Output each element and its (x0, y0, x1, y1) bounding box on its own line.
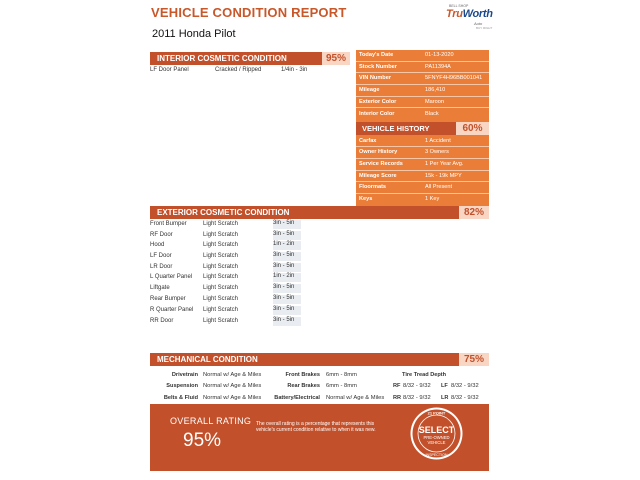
exterior-size: 3in - 5in (273, 252, 301, 261)
info-label: Interior Color (359, 110, 395, 117)
seal-badge-icon (409, 406, 464, 461)
interior-percent: 95% (322, 52, 350, 65)
vehicle-history-header: VEHICLE HISTORY (356, 122, 456, 135)
seal-bottom-text: INSPECTION (425, 453, 448, 457)
exterior-issue: Light Scratch (203, 307, 239, 313)
history-row-carfax (356, 136, 489, 148)
exterior-part: RF Door (150, 232, 173, 238)
history-label: Owner History (359, 149, 398, 156)
seal-sub2-text: VEHICLE (427, 440, 446, 445)
exterior-size: 1in - 2in (273, 241, 301, 250)
history-value: 3 Owners (425, 149, 449, 156)
exterior-issue: Light Scratch (203, 253, 239, 259)
info-row-vin (356, 73, 489, 85)
seal-sub1-text: PRE-OWNED (423, 435, 450, 440)
belts-fluid-value: Normal w/ Age & Miles (203, 395, 262, 401)
info-row-stock (356, 62, 489, 74)
vehicle-history-percent: 60% (456, 122, 489, 135)
exterior-part: RR Door (150, 318, 174, 324)
drivetrain-label: Drivetrain (171, 372, 198, 378)
exterior-part: Hood (150, 242, 165, 248)
mechanical-percent: 75% (459, 353, 489, 366)
exterior-issue: Light Scratch (203, 264, 239, 270)
history-label: Carfax (359, 137, 377, 144)
exterior-issue: Light Scratch (203, 242, 239, 248)
exterior-part: LR Door (150, 264, 173, 270)
exterior-issue: Light Scratch (203, 232, 239, 238)
info-value: PA11394A (425, 63, 451, 70)
rf-label: RF (393, 383, 401, 389)
logo-sub: Auto (474, 21, 483, 26)
logo-brand-a: Tru (446, 8, 463, 20)
lf-value: 8/32 - 9/32 (451, 383, 479, 389)
interior-row-issue: Cracked / Ripped (215, 67, 262, 73)
history-label: Service Records (359, 160, 403, 167)
drivetrain-value: Normal w/ Age & Miles (203, 372, 262, 378)
exterior-issue: Light Scratch (203, 274, 239, 280)
lr-value: 8/32 - 9/32 (451, 395, 479, 401)
history-label: Floormats (359, 184, 387, 191)
exterior-part: Front Bumper (150, 221, 187, 227)
exterior-issue: Light Scratch (203, 221, 239, 227)
lf-label: LF (441, 383, 448, 389)
exterior-issue: Light Scratch (203, 318, 239, 324)
exterior-issue: Light Scratch (203, 285, 239, 291)
interior-header: INTERIOR COSMETIC CONDITION (150, 52, 322, 65)
vehicle-name: 2011 Honda Pilot (152, 28, 236, 40)
seal-main-text: SELECT (418, 425, 455, 435)
exterior-header: EXTERIOR COSMETIC CONDITION (150, 206, 459, 219)
report-title: VEHICLE CONDITION REPORT (151, 5, 347, 20)
interior-row-part: LF Door Panel (150, 67, 189, 73)
info-value: 186,410 (425, 87, 446, 94)
exterior-part: Rear Bumper (150, 296, 186, 302)
exterior-size: 3in - 5in (273, 295, 301, 304)
truworth-logo (446, 4, 498, 30)
info-label: VIN Number (359, 75, 392, 82)
belts-fluid-label: Belts & Fluid (163, 395, 198, 401)
overall-rating-title: OVERALL RATING (170, 416, 252, 426)
history-label: Keys (359, 196, 373, 202)
history-value: 1 Key (425, 196, 440, 202)
front-brakes-label: Front Brakes (285, 372, 320, 378)
info-row-date (356, 50, 489, 62)
history-row-owners (356, 147, 489, 159)
exterior-part: Liftgate (150, 285, 170, 291)
info-row-exterior-color (356, 97, 489, 109)
battery-value: Normal w/ Age & Miles (326, 395, 385, 401)
history-row-service (356, 159, 489, 171)
exterior-part: LF Door (150, 253, 172, 259)
rr-label: RR (393, 395, 402, 401)
exterior-size: 3in - 5in (273, 220, 301, 229)
exterior-size: 3in - 5in (273, 284, 301, 293)
interior-row-size: 1/4in - 3in (281, 67, 308, 73)
history-label: Mileage Score (359, 172, 397, 179)
rear-brakes-label: Rear Brakes (287, 383, 320, 389)
info-value: Black (425, 110, 439, 117)
history-row-mileage-score (356, 171, 489, 183)
tire-tread-title: Tire Tread Depth (402, 372, 447, 378)
info-row-mileage (356, 85, 489, 97)
logo-brand (446, 8, 493, 20)
exterior-size: 3in - 5in (273, 317, 301, 326)
history-value: All Present (425, 184, 453, 191)
select-pre-owned-seal (409, 406, 464, 461)
exterior-part: L Quarter Panel (150, 274, 193, 280)
rf-value: 8/32 - 9/32 (403, 383, 431, 389)
seal-top-text: 21 POINT (427, 410, 446, 416)
battery-label: Battery/Electrical (274, 395, 320, 401)
exterior-size: 1in - 2in (273, 273, 301, 282)
logo-small-text: BELL SHOP (449, 4, 469, 8)
logo-brand-b: Worth (462, 8, 493, 20)
history-row-keys (356, 194, 489, 206)
lr-label: LR (441, 395, 449, 401)
history-value: 1 Per Year Avg. (425, 160, 464, 167)
mechanical-header: MECHANICAL CONDITION (150, 353, 459, 366)
history-value: 1 Accident (425, 137, 451, 144)
info-row-interior-color (356, 109, 489, 121)
info-value: 5FNYF4H96BB001041 (425, 75, 483, 82)
exterior-size: 3in - 5in (273, 263, 301, 272)
exterior-part: R Quarter Panel (150, 307, 194, 313)
info-label: Mileage (359, 87, 380, 94)
exterior-size: 3in - 5in (273, 306, 301, 315)
rear-brakes-value: 6mm - 8mm (326, 383, 357, 389)
info-value: 01-13-2020 (425, 52, 454, 58)
info-label: Stock Number (359, 63, 397, 70)
overall-rating-text: The overall rating is a percentage that represents this vehicle's current condition relative to when it was new. (256, 421, 376, 434)
exterior-percent: 82% (459, 206, 489, 219)
suspension-value: Normal w/ Age & Miles (203, 383, 262, 389)
info-label: Exterior Color (359, 98, 397, 105)
history-value: 15k - 19k MPY (425, 172, 462, 179)
exterior-issue: Light Scratch (203, 296, 239, 302)
suspension-label: Suspension (166, 383, 198, 389)
exterior-size: 3in - 5in (273, 231, 301, 240)
logo-tag: BUY RIGHT (476, 26, 493, 30)
info-value: Maroon (425, 98, 444, 105)
front-brakes-value: 6mm - 8mm (326, 372, 357, 378)
history-row-floormats (356, 182, 489, 194)
info-label: Today's Date (359, 52, 394, 58)
overall-rating-percent: 95% (183, 430, 222, 451)
rr-value: 8/32 - 9/32 (403, 395, 431, 401)
